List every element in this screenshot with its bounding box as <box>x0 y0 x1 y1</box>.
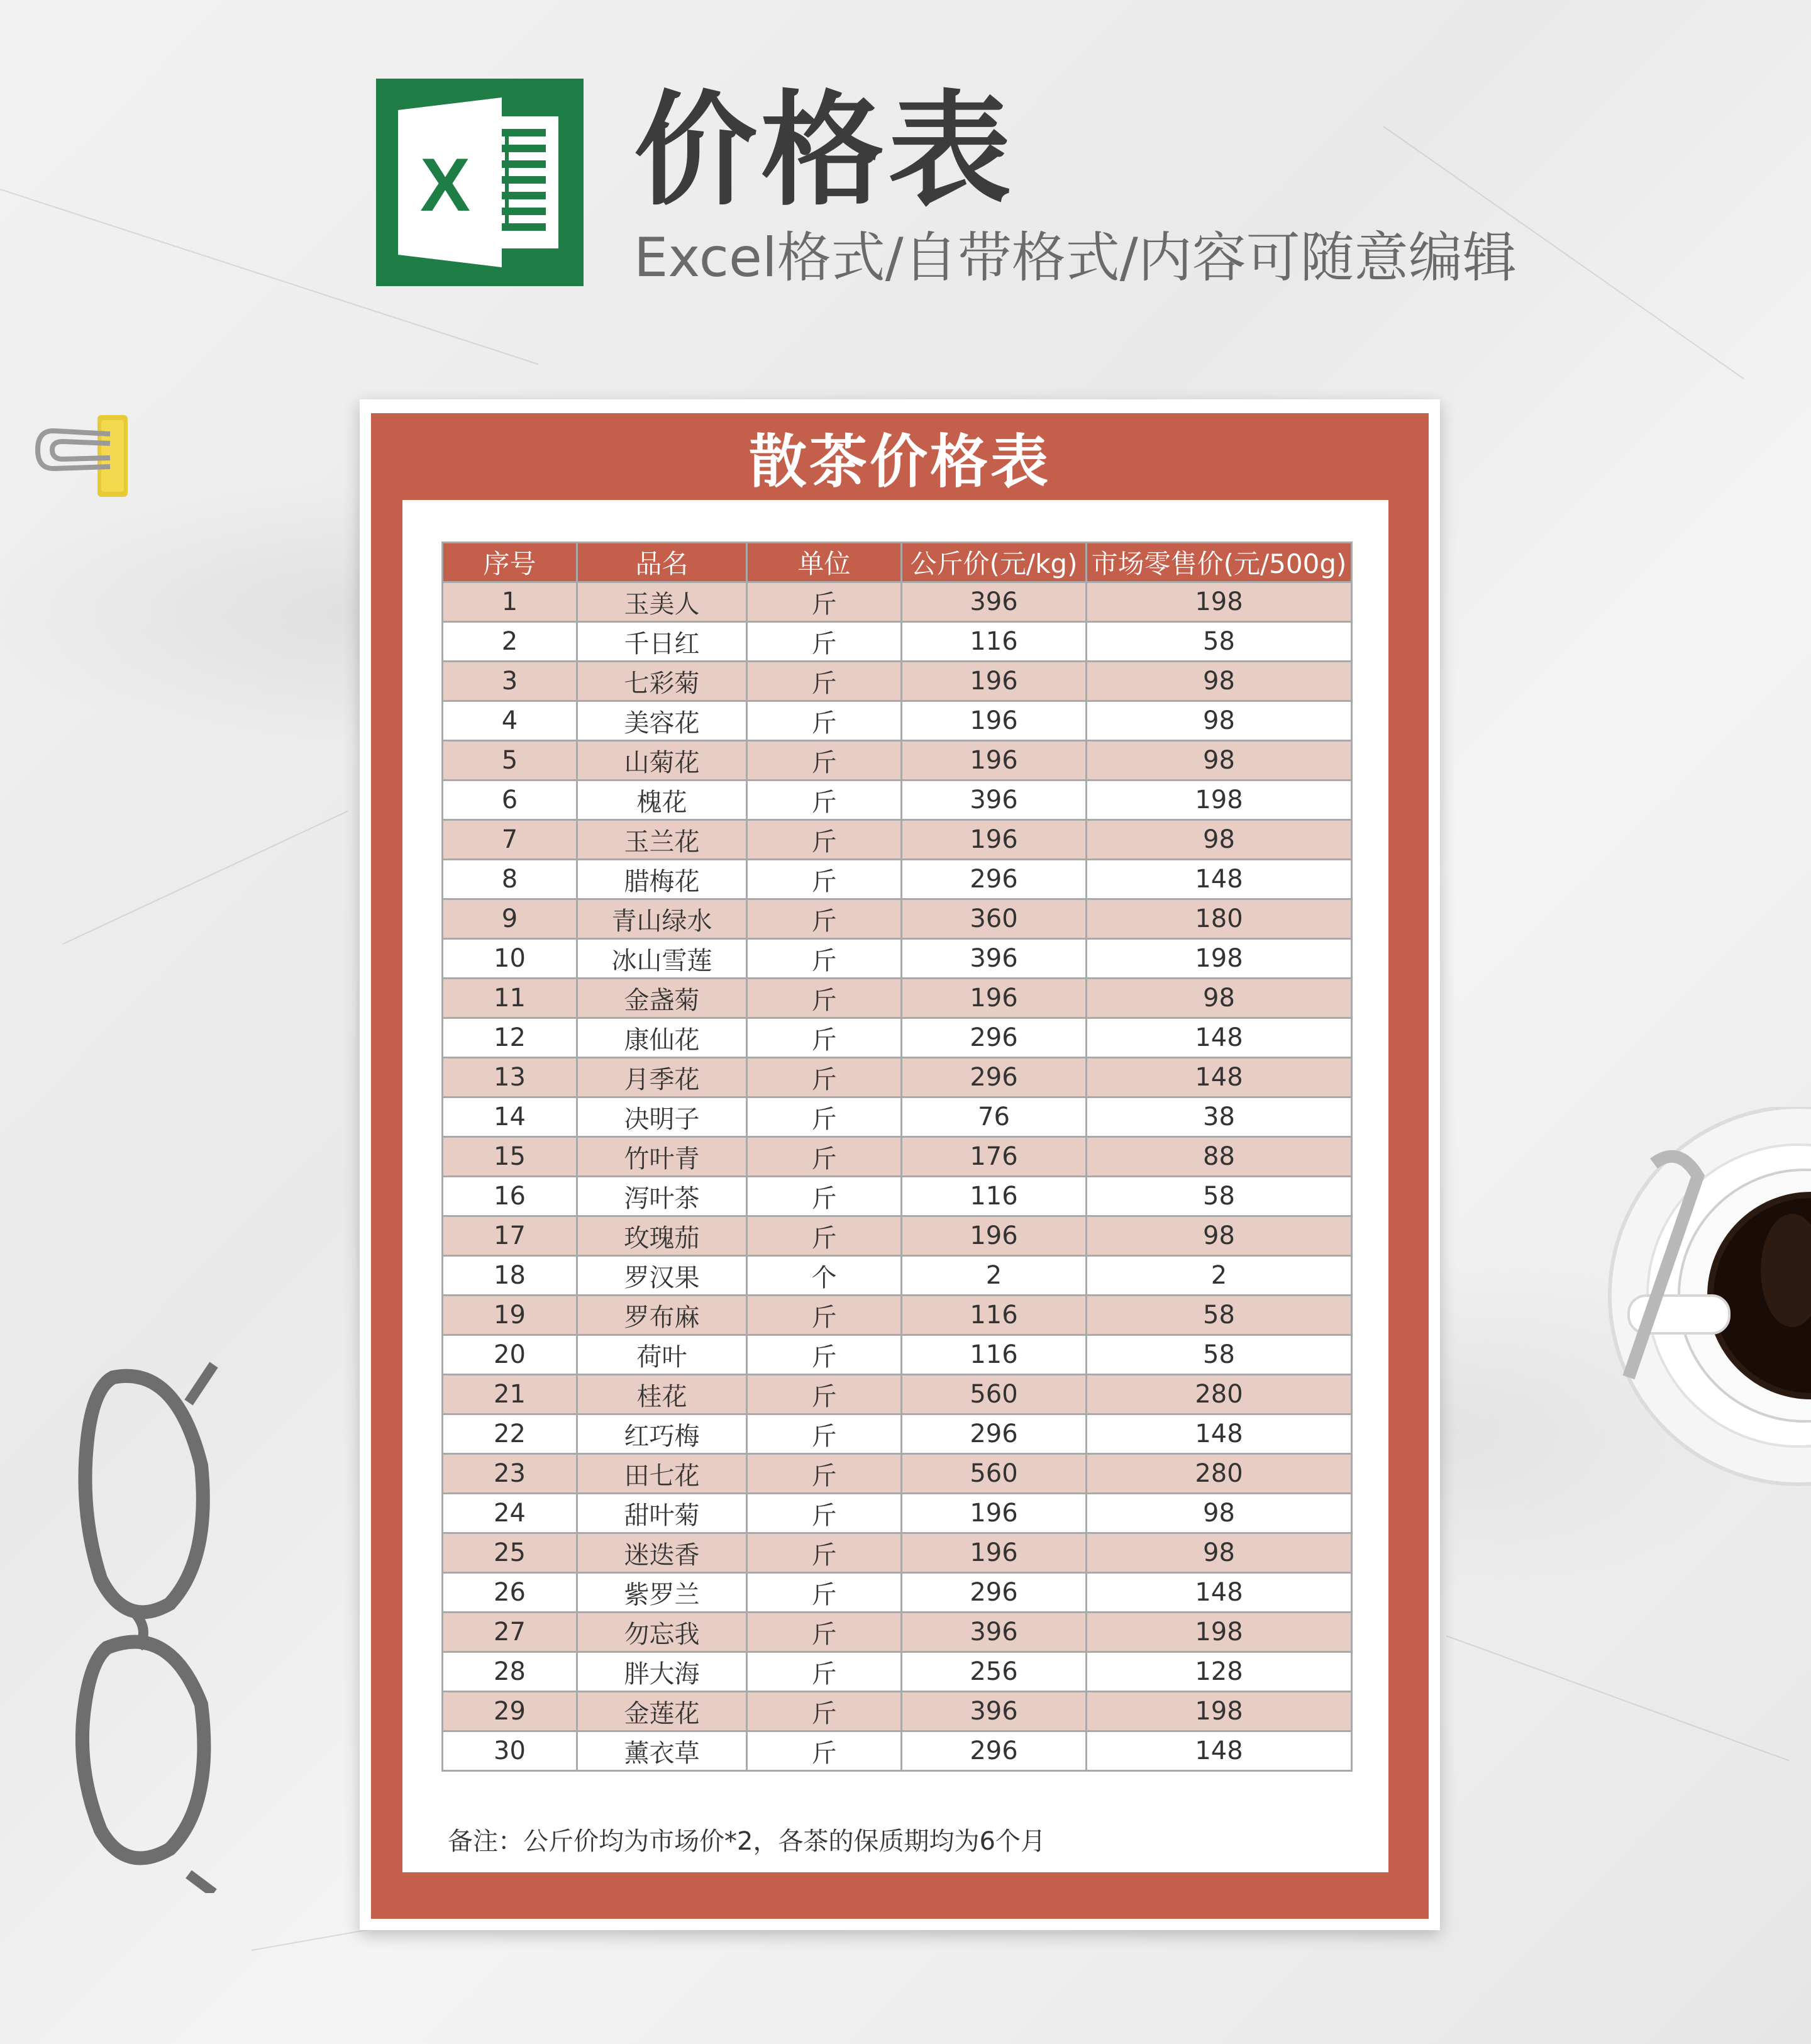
item-name-cell: 竹叶青 <box>577 1137 747 1177</box>
table-row <box>443 1097 1352 1137</box>
item-name-cell: 槐花 <box>577 780 747 820</box>
row-index-cell: 24 <box>443 1494 577 1533</box>
retail-price-cell: 58 <box>1087 1177 1352 1216</box>
coffee-cup-icon <box>1591 1107 1811 1516</box>
kg-price-cell: 296 <box>902 1018 1087 1058</box>
retail-price-cell: 58 <box>1087 622 1352 662</box>
kg-price-cell: 116 <box>902 622 1087 662</box>
retail-price-cell: 98 <box>1087 701 1352 741</box>
sheet-title: 散茶价格表 <box>748 428 1051 496</box>
kg-price-cell: 2 <box>902 1256 1087 1296</box>
item-name-cell: 勿忘我 <box>577 1613 747 1652</box>
kg-price-cell: 196 <box>902 820 1087 860</box>
unit-cell: 斤 <box>747 1058 902 1097</box>
unit-cell: 斤 <box>747 1494 902 1533</box>
kg-price-cell: 196 <box>902 701 1087 741</box>
unit-cell: 斤 <box>747 1097 902 1137</box>
row-index-cell: 11 <box>443 979 577 1018</box>
table-row <box>443 860 1352 899</box>
table-row <box>443 1177 1352 1216</box>
table-row <box>443 1137 1352 1177</box>
row-index-cell: 9 <box>443 899 577 939</box>
table-row <box>443 1454 1352 1494</box>
column-header: 品名 <box>577 543 747 582</box>
table-row <box>443 1216 1352 1256</box>
row-index-cell: 1 <box>443 582 577 622</box>
kg-price-cell: 196 <box>902 1216 1087 1256</box>
row-index-cell: 17 <box>443 1216 577 1256</box>
table-row <box>443 1494 1352 1533</box>
unit-cell: 斤 <box>747 1018 902 1058</box>
item-name-cell: 罗汉果 <box>577 1256 747 1296</box>
item-name-cell: 七彩菊 <box>577 662 747 701</box>
row-index-cell: 27 <box>443 1613 577 1652</box>
kg-price-cell: 396 <box>902 1692 1087 1731</box>
retail-price-cell: 98 <box>1087 1533 1352 1573</box>
table-row <box>443 1613 1352 1652</box>
row-index-cell: 5 <box>443 741 577 780</box>
row-index-cell: 15 <box>443 1137 577 1177</box>
retail-price-cell: 148 <box>1087 1058 1352 1097</box>
row-index-cell: 16 <box>443 1177 577 1216</box>
kg-price-cell: 196 <box>902 1533 1087 1573</box>
retail-price-cell: 198 <box>1087 1692 1352 1731</box>
table-row <box>443 622 1352 662</box>
unit-cell: 斤 <box>747 1652 902 1692</box>
page-title: 价格表 <box>634 79 1016 223</box>
row-index-cell: 18 <box>443 1256 577 1296</box>
column-header: 单位 <box>747 543 902 582</box>
unit-cell: 斤 <box>747 1692 902 1731</box>
row-index-cell: 6 <box>443 780 577 820</box>
kg-price-cell: 196 <box>902 979 1087 1018</box>
unit-cell: 斤 <box>747 1177 902 1216</box>
kg-price-cell: 396 <box>902 780 1087 820</box>
table-row <box>443 1335 1352 1375</box>
unit-cell: 斤 <box>747 1216 902 1256</box>
row-index-cell: 2 <box>443 622 577 662</box>
item-name-cell: 罗布麻 <box>577 1296 747 1335</box>
item-name-cell: 红巧梅 <box>577 1414 747 1454</box>
unit-cell: 斤 <box>747 1296 902 1335</box>
table-row <box>443 1058 1352 1097</box>
kg-price-cell: 196 <box>902 1494 1087 1533</box>
row-index-cell: 22 <box>443 1414 577 1454</box>
kg-price-cell: 296 <box>902 1731 1087 1771</box>
paperclip-icon <box>35 409 148 503</box>
sheet-body <box>402 500 1388 1872</box>
table-row <box>443 582 1352 622</box>
table-row <box>443 741 1352 780</box>
row-index-cell: 4 <box>443 701 577 741</box>
price-sheet <box>360 399 1440 1930</box>
table-row <box>443 979 1352 1018</box>
unit-cell: 斤 <box>747 662 902 701</box>
unit-cell: 斤 <box>747 741 902 780</box>
kg-price-cell: 296 <box>902 1058 1087 1097</box>
item-name-cell: 玫瑰茄 <box>577 1216 747 1256</box>
retail-price-cell: 98 <box>1087 662 1352 701</box>
kg-price-cell: 256 <box>902 1652 1087 1692</box>
retail-price-cell: 198 <box>1087 939 1352 979</box>
kg-price-cell: 296 <box>902 860 1087 899</box>
excel-logo-letter: X <box>419 143 471 227</box>
item-name-cell: 胖大海 <box>577 1652 747 1692</box>
kg-price-cell: 296 <box>902 1414 1087 1454</box>
table-row <box>443 939 1352 979</box>
row-index-cell: 12 <box>443 1018 577 1058</box>
kg-price-cell: 116 <box>902 1335 1087 1375</box>
kg-price-cell: 76 <box>902 1097 1087 1137</box>
table-row <box>443 1731 1352 1771</box>
table-body <box>443 582 1352 1771</box>
kg-price-cell: 116 <box>902 1177 1087 1216</box>
page-subtitle: Excel格式/自带格式/内容可随意编辑 <box>634 226 1517 289</box>
row-index-cell: 21 <box>443 1375 577 1414</box>
row-index-cell: 26 <box>443 1573 577 1613</box>
item-name-cell: 腊梅花 <box>577 860 747 899</box>
kg-price-cell: 196 <box>902 662 1087 701</box>
kg-price-cell: 396 <box>902 939 1087 979</box>
item-name-cell: 田七花 <box>577 1454 747 1494</box>
marble-vein <box>1446 1635 1790 1761</box>
column-header: 公斤价(元/kg) <box>902 543 1087 582</box>
table-row <box>443 780 1352 820</box>
row-index-cell: 8 <box>443 860 577 899</box>
unit-cell: 斤 <box>747 582 902 622</box>
retail-price-cell: 58 <box>1087 1335 1352 1375</box>
item-name-cell: 玉兰花 <box>577 820 747 860</box>
row-index-cell: 13 <box>443 1058 577 1097</box>
item-name-cell: 泻叶茶 <box>577 1177 747 1216</box>
kg-price-cell: 396 <box>902 1613 1087 1652</box>
retail-price-cell: 148 <box>1087 1573 1352 1613</box>
row-index-cell: 19 <box>443 1296 577 1335</box>
item-name-cell: 青山绿水 <box>577 899 747 939</box>
table-row <box>443 820 1352 860</box>
kg-price-cell: 176 <box>902 1137 1087 1177</box>
item-name-cell: 山菊花 <box>577 741 747 780</box>
row-index-cell: 14 <box>443 1097 577 1137</box>
table-row <box>443 1414 1352 1454</box>
row-index-cell: 10 <box>443 939 577 979</box>
table-header-row <box>443 543 1352 582</box>
unit-cell: 斤 <box>747 939 902 979</box>
item-name-cell: 美容花 <box>577 701 747 741</box>
eyeglasses-icon <box>75 1352 239 1893</box>
item-name-cell: 康仙花 <box>577 1018 747 1058</box>
retail-price-cell: 88 <box>1087 1137 1352 1177</box>
item-name-cell: 迷迭香 <box>577 1533 747 1573</box>
item-name-cell: 薰衣草 <box>577 1731 747 1771</box>
footnote: 备注：公斤价均为市场价*2，各茶的保质期均为6个月 <box>448 1827 1046 1856</box>
retail-price-cell: 198 <box>1087 582 1352 622</box>
unit-cell: 斤 <box>747 1414 902 1454</box>
unit-cell: 斤 <box>747 899 902 939</box>
excel-icon <box>376 79 584 286</box>
row-index-cell: 30 <box>443 1731 577 1771</box>
unit-cell: 斤 <box>747 1375 902 1414</box>
item-name-cell: 桂花 <box>577 1375 747 1414</box>
kg-price-cell: 360 <box>902 899 1087 939</box>
column-header: 序号 <box>443 543 577 582</box>
unit-cell: 斤 <box>747 860 902 899</box>
retail-price-cell: 180 <box>1087 899 1352 939</box>
unit-cell: 斤 <box>747 701 902 741</box>
retail-price-cell: 98 <box>1087 979 1352 1018</box>
row-index-cell: 29 <box>443 1692 577 1731</box>
unit-cell: 个 <box>747 1256 902 1296</box>
item-name-cell: 决明子 <box>577 1097 747 1137</box>
retail-price-cell: 148 <box>1087 1018 1352 1058</box>
table-row <box>443 1256 1352 1296</box>
table-row <box>443 1296 1352 1335</box>
kg-price-cell: 560 <box>902 1454 1087 1494</box>
unit-cell: 斤 <box>747 979 902 1018</box>
table-row <box>443 1018 1352 1058</box>
item-name-cell: 甜叶菊 <box>577 1494 747 1533</box>
retail-price-cell: 58 <box>1087 1296 1352 1335</box>
item-name-cell: 冰山雪莲 <box>577 939 747 979</box>
item-name-cell: 月季花 <box>577 1058 747 1097</box>
marble-vein <box>63 811 348 945</box>
unit-cell: 斤 <box>747 1137 902 1177</box>
table-row <box>443 899 1352 939</box>
unit-cell: 斤 <box>747 1533 902 1573</box>
sheet-frame <box>371 413 1429 1919</box>
table-row <box>443 1652 1352 1692</box>
retail-price-cell: 148 <box>1087 860 1352 899</box>
row-index-cell: 28 <box>443 1652 577 1692</box>
table-row <box>443 1375 1352 1414</box>
item-name-cell: 金盏菊 <box>577 979 747 1018</box>
row-index-cell: 7 <box>443 820 577 860</box>
retail-price-cell: 98 <box>1087 820 1352 860</box>
unit-cell: 斤 <box>747 1335 902 1375</box>
retail-price-cell: 2 <box>1087 1256 1352 1296</box>
unit-cell: 斤 <box>747 1454 902 1494</box>
column-header: 市场零售价(元/500g) <box>1087 543 1352 582</box>
retail-price-cell: 198 <box>1087 1613 1352 1652</box>
kg-price-cell: 196 <box>902 741 1087 780</box>
unit-cell: 斤 <box>747 1573 902 1613</box>
retail-price-cell: 280 <box>1087 1375 1352 1414</box>
row-index-cell: 3 <box>443 662 577 701</box>
retail-price-cell: 148 <box>1087 1414 1352 1454</box>
unit-cell: 斤 <box>747 780 902 820</box>
unit-cell: 斤 <box>747 820 902 860</box>
retail-price-cell: 98 <box>1087 1494 1352 1533</box>
item-name-cell: 千日红 <box>577 622 747 662</box>
kg-price-cell: 296 <box>902 1573 1087 1613</box>
unit-cell: 斤 <box>747 1731 902 1771</box>
table-row <box>443 701 1352 741</box>
table-row <box>443 662 1352 701</box>
item-name-cell: 紫罗兰 <box>577 1573 747 1613</box>
table-row <box>443 1533 1352 1573</box>
table-row <box>443 1573 1352 1613</box>
price-table <box>441 542 1353 1772</box>
retail-price-cell: 98 <box>1087 741 1352 780</box>
row-index-cell: 25 <box>443 1533 577 1573</box>
retail-price-cell: 38 <box>1087 1097 1352 1137</box>
retail-price-cell: 198 <box>1087 780 1352 820</box>
row-index-cell: 20 <box>443 1335 577 1375</box>
retail-price-cell: 98 <box>1087 1216 1352 1256</box>
item-name-cell: 金莲花 <box>577 1692 747 1731</box>
retail-price-cell: 280 <box>1087 1454 1352 1494</box>
row-index-cell: 23 <box>443 1454 577 1494</box>
item-name-cell: 玉美人 <box>577 582 747 622</box>
kg-price-cell: 560 <box>902 1375 1087 1414</box>
kg-price-cell: 396 <box>902 582 1087 622</box>
retail-price-cell: 148 <box>1087 1731 1352 1771</box>
unit-cell: 斤 <box>747 622 902 662</box>
item-name-cell: 荷叶 <box>577 1335 747 1375</box>
retail-price-cell: 128 <box>1087 1652 1352 1692</box>
table-row <box>443 1692 1352 1731</box>
unit-cell: 斤 <box>747 1613 902 1652</box>
kg-price-cell: 116 <box>902 1296 1087 1335</box>
